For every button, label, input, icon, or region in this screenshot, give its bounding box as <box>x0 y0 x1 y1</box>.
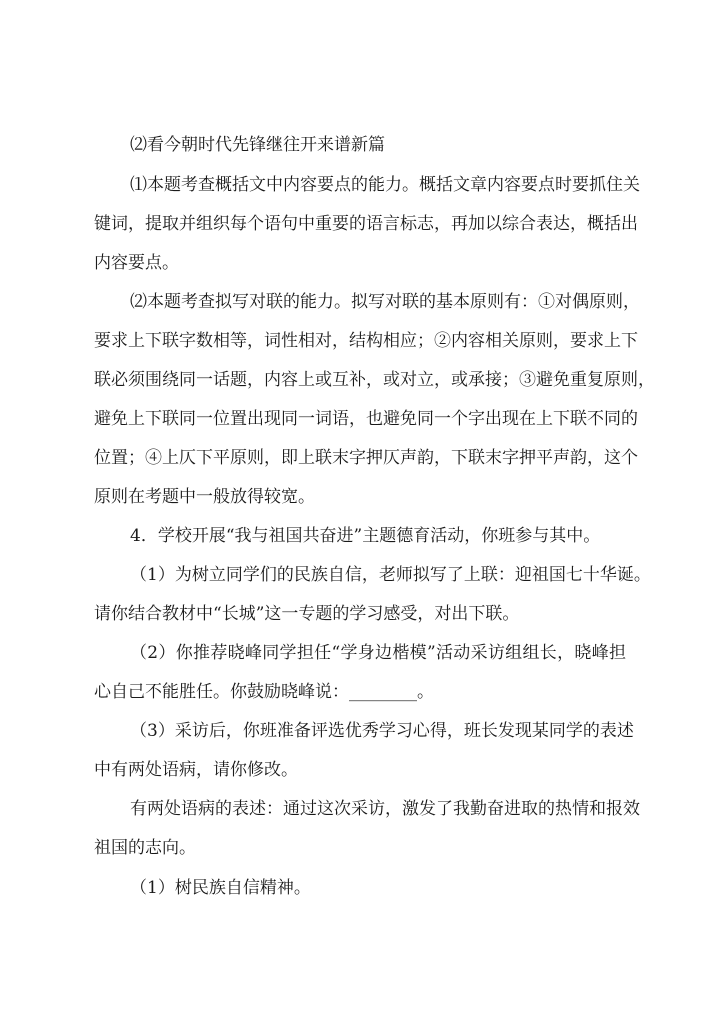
answer-4-part-1: （1）树民族自信精神。 <box>130 878 311 898</box>
explanation-2-line-4: 避免上下联同一位置出现同一词语，也避免同一个字出现在上下联不同的 <box>94 409 638 429</box>
explanation-2-line-6: 原则在考题中一般放得较宽。 <box>94 487 315 507</box>
question-4-part-1-line-2: 请你结合教材中“长城”这一专题的学习感受，对出下联。 <box>94 604 520 624</box>
question-4-part-3-line-2: 中有两处语病，请你修改。 <box>94 760 298 780</box>
question-4-part-2-line-1: （2）你推荐晓峰同学担任“学身边楷模”活动采访组组长，晓峰担 <box>130 643 626 663</box>
question-4-part-1-line-1: （1）为树立同学们的民族自信，老师拟写了上联：迎祖国七十华诞。 <box>130 565 651 585</box>
explanation-1-line-3: 内容要点。 <box>94 253 179 273</box>
explanation-2-line-3: 联必须围绕同一话题，内容上或互补，或对立，或承接；③避免重复原则， <box>94 370 655 390</box>
answer-line-2: ⑵看今朝时代先锋继往开来谱新篇 <box>130 135 385 155</box>
explanation-2-line-2: 要求上下联字数相等，词性相对，结构相应；②内容相关原则，要求上下 <box>94 331 638 351</box>
faulty-sentence-line-1: 有两处语病的表述：通过这次采访，激发了我勤奋进取的热情和报效 <box>130 799 640 819</box>
question-4-part-3-line-1: （3）采访后，你班准备评选优秀学习心得，班长发现某同学的表述 <box>130 721 634 741</box>
explanation-2-line-1: ⑵本题考查拟写对联的能力。拟写对联的基本原则有：①对偶原则， <box>130 292 640 312</box>
explanation-1-line-2: 键词，提取并组织每个语句中重要的语言标志，再加以综合表达，概括出 <box>94 214 638 234</box>
explanation-1-line-1: ⑴本题考查概括文中内容要点的能力。概括文章内容要点时要抓住关 <box>130 175 640 195</box>
faulty-sentence-line-2: 祖国的志向。 <box>94 838 196 858</box>
explanation-2-line-5: 位置；④上仄下平原则，即上联末字押仄声韵，下联末字押平声韵，这个 <box>94 448 638 468</box>
question-4-heading: 4．学校开展“我与祖国共奋进”主题德育活动，你班参与其中。 <box>130 526 601 546</box>
question-4-part-2-line-2: 心自己不能胜任。你鼓励晓峰说：________。 <box>94 682 434 702</box>
